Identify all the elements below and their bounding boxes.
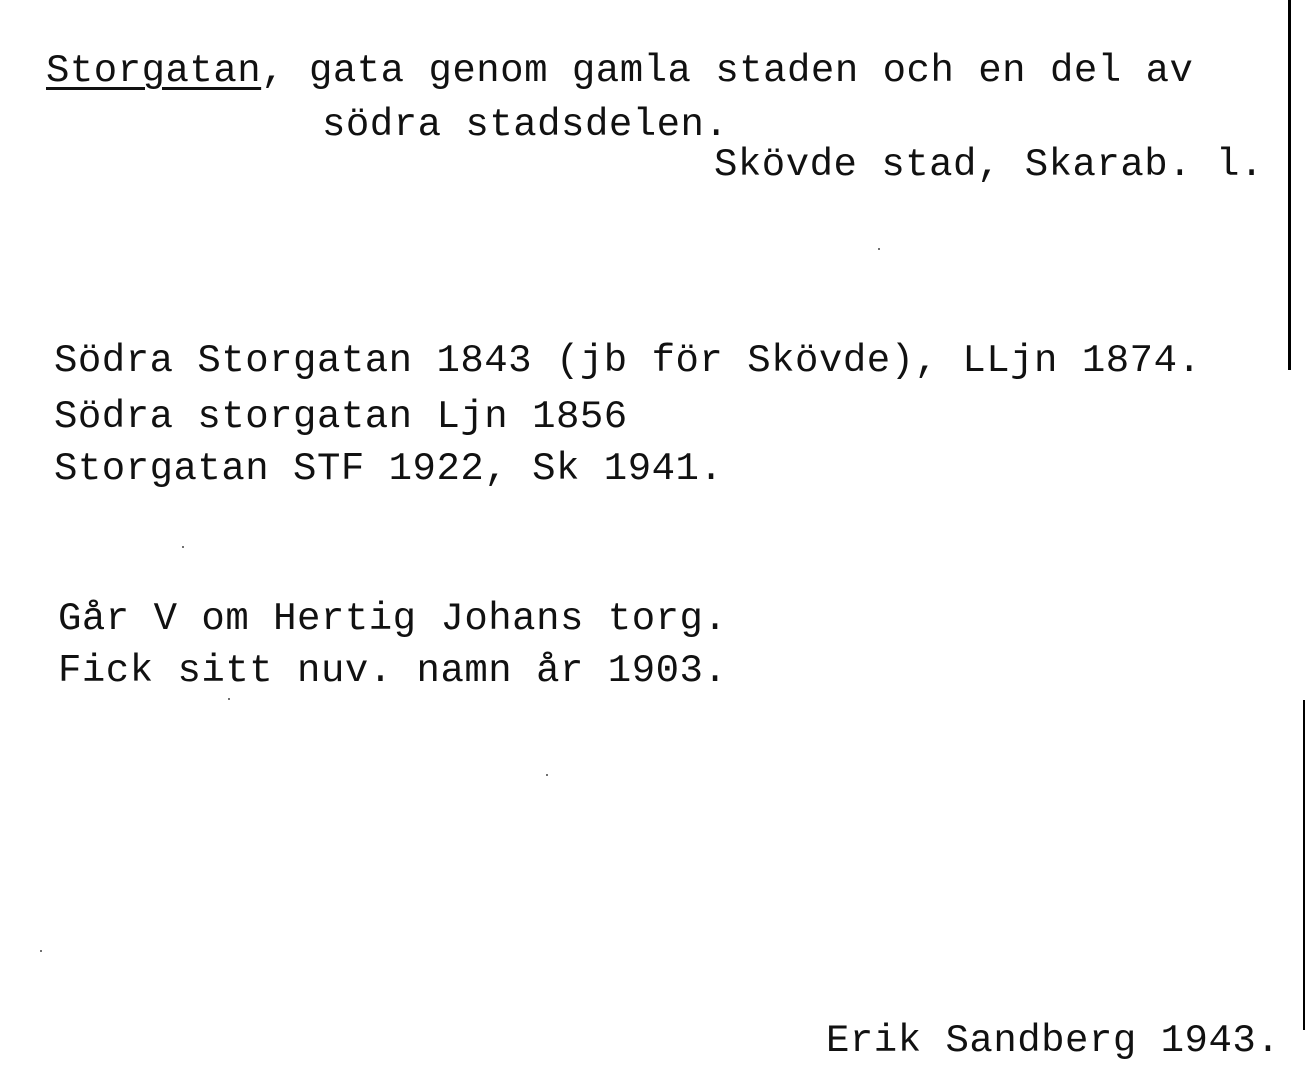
paper-speck (182, 546, 184, 548)
headword: Storgatan (46, 49, 262, 93)
note-line-1: Går V om Hertig Johans torg. (58, 597, 728, 641)
form-line-3: Storgatan STF 1922, Sk 1941. (54, 447, 724, 491)
description-line-2: södra stadsdelen. (322, 103, 729, 147)
description-line-1: , gata genom gamla staden och en del av (261, 49, 1194, 93)
signature: Erik Sandberg 1943. (826, 1019, 1281, 1063)
paper-speck (228, 698, 230, 700)
card-edge-line-lower (1303, 700, 1305, 1030)
header-line-1 (46, 49, 1194, 93)
note-line-2: Fick sitt nuv. namn år 1903. (58, 649, 728, 693)
card-edge-line (1288, 0, 1291, 370)
paper-speck (546, 774, 548, 776)
form-line-2: Södra storgatan Ljn 1856 (54, 395, 628, 439)
paper-speck (878, 248, 880, 250)
form-line-1: Södra Storgatan 1843 (jb för Skövde), LLjn 1874. (54, 339, 1202, 383)
paper-speck (40, 950, 42, 952)
location: Skövde stad, Skarab. l. (714, 143, 1264, 187)
